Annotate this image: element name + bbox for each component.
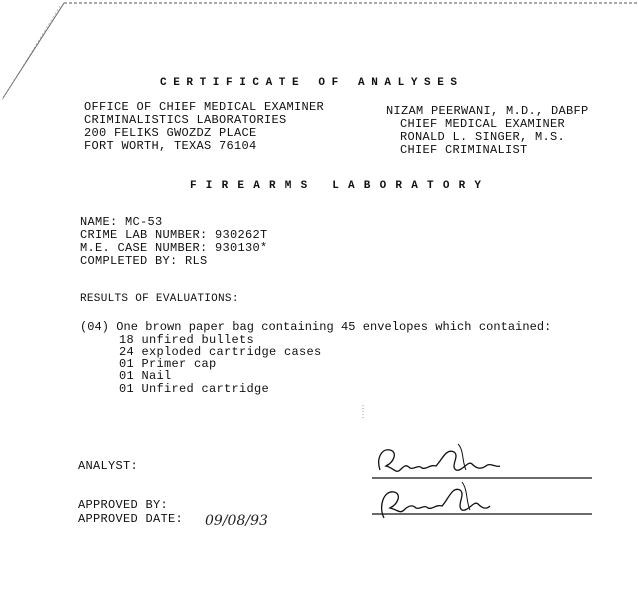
case-name: NAME: MC-53: [80, 215, 163, 229]
official-title-1: CHIEF MEDICAL EXAMINER: [400, 117, 566, 131]
results-line-1: 18 unfired bullets: [119, 333, 255, 347]
approved-by-label: APPROVED BY:: [78, 498, 169, 512]
approved-date-value: 09/08/93: [205, 513, 268, 529]
results-line-3: 01 Primer cap: [119, 357, 217, 371]
results-heading: RESULTS OF EVALUATIONS:: [80, 293, 239, 305]
official-name-2: RONALD L. SINGER, M.S.: [400, 130, 566, 144]
analyst-label: ANALYST:: [78, 459, 139, 473]
official-title-2: CHIEF CRIMINALIST: [400, 143, 528, 157]
lab-heading: FIREARMS LABORATORY: [190, 180, 491, 192]
completed-by: COMPLETED BY: RLS: [80, 254, 208, 268]
results-line-2: 24 exploded cartridge cases: [119, 345, 322, 359]
office-line-3: 200 FELIKS GWOZDZ PLACE: [84, 126, 257, 140]
crime-lab-number: CRIME LAB NUMBER: 930262T: [80, 228, 268, 242]
results-line-4: 01 Nail: [119, 369, 172, 383]
results-item: (04) One brown paper bag containing 45 envelopes which contained:: [80, 320, 552, 334]
office-line-4: FORT WORTH, TEXAS 76104: [84, 139, 257, 153]
certificate-title: CERTIFICATE OF ANALYSES: [160, 77, 464, 89]
office-line-1: OFFICE OF CHIEF MEDICAL EXAMINER: [84, 100, 325, 114]
results-line-5: 01 Unfired cartridge: [119, 382, 270, 396]
office-line-2: CRIMINALISTICS LABORATORIES: [84, 113, 287, 127]
approver-signature: [370, 478, 610, 528]
me-case-number: M.E. CASE NUMBER: 930130*: [80, 241, 268, 255]
approved-date-label: APPROVED DATE:: [78, 512, 184, 526]
official-name-1: NIZAM PEERWANI, M.D., DABFP: [386, 104, 589, 118]
